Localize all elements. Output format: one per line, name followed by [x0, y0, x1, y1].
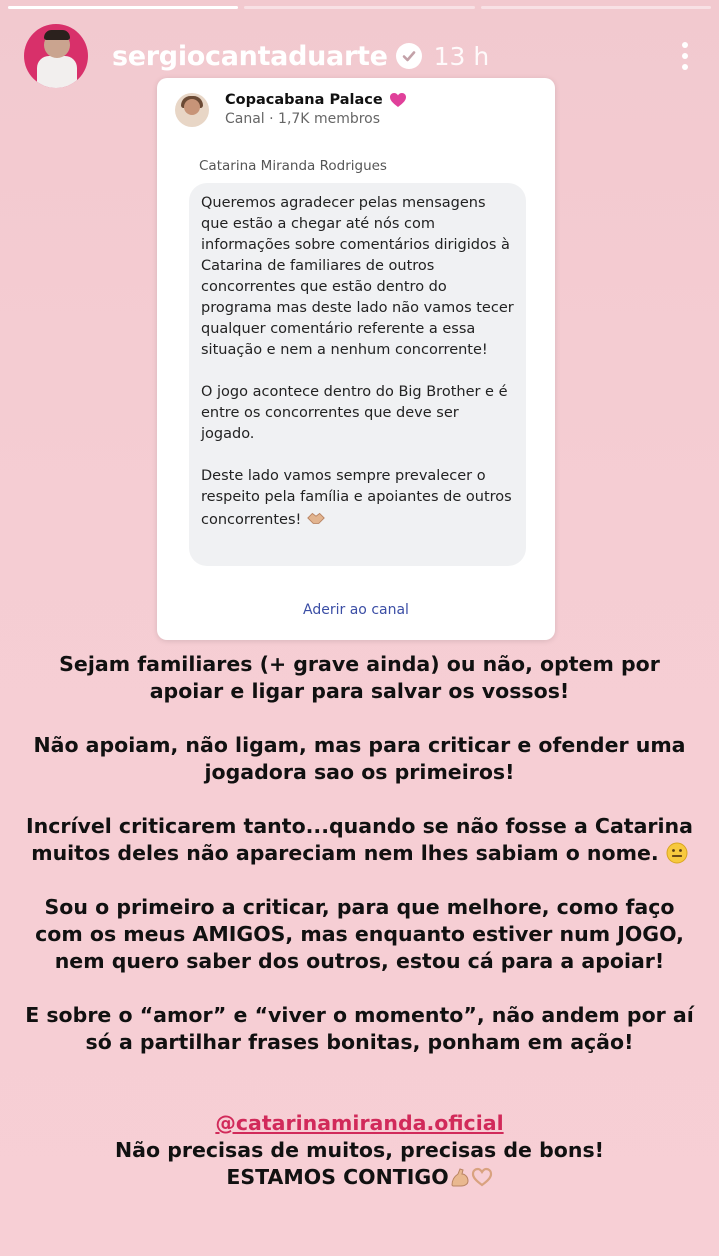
mention-link[interactable]: @catarinamiranda.oficial: [215, 1111, 504, 1135]
more-vertical-icon[interactable]: [675, 42, 695, 70]
caption-paragraph: Sejam familiares (+ grave ainda) ou não, optem por apoiar e ligar para salvar os vossos!: [59, 652, 660, 703]
heart-hands-icon: [471, 1166, 493, 1188]
message-paragraph: O jogo acontece dentro do Big Brother e é entre os concorrentes que deve ser jogado.: [201, 384, 508, 442]
avatar[interactable]: [24, 24, 88, 88]
progress-fill: [8, 6, 238, 9]
handshake-icon: [306, 508, 326, 528]
pink-heart-icon: [389, 92, 407, 108]
message-bubble: [189, 183, 526, 566]
join-channel-button[interactable]: Aderir ao canal: [303, 602, 409, 618]
story-caption: [20, 651, 699, 1191]
caption-paragraph: Não apoiam, não ligam, mas para criticar e ofender uma jogadora sao os primeiros!: [33, 733, 686, 784]
caption-paragraph: Incrível criticarem tanto...quando se não fosse a Catarina muitos deles não apareciam nem lhes sabiam o nome.: [25, 814, 693, 865]
post-time: 13 h: [433, 41, 490, 71]
channel-name: Copacabana Palace: [225, 92, 383, 108]
verified-badge-icon: [396, 43, 422, 69]
username[interactable]: sergiocantaduarte: [112, 40, 388, 72]
progress-segment: [8, 6, 238, 9]
caption-paragraph: E sobre o “amor” e “viver o momento”, não andem por aí só a partilhar frases bonitas, ponham em ação!: [25, 1003, 694, 1054]
channel-avatar: [175, 93, 209, 127]
message-paragraph: Deste lado vamos sempre prevalecer o respeito pela família e apoiantes de outros concorrentes!: [201, 468, 512, 528]
progress-segment: [244, 6, 474, 9]
channel-header: [175, 92, 537, 127]
channel-subtitle: Canal · 1,7K membros: [225, 111, 381, 127]
progress-segment: [481, 6, 711, 9]
caption-paragraph: Sou o primeiro a criticar, para que melhore, como faço com os meus AMIGOS, mas enquanto estiver num JOGO, nem quero saber dos outros, estou cá para a apoiar!: [35, 895, 684, 973]
zipper-mouth-face-icon: [666, 842, 688, 864]
message-paragraph: Queremos agradecer pelas mensagens que estão a chegar até nós com informações sobre comentários dirigidos à Catarina de familiares de outros concorrentes que estão dentro do programa mas deste lado não vamos tecer qualquer comentário referente a essa situação e nem a nenhum concorrente!: [201, 195, 514, 358]
story-progress: [8, 6, 711, 9]
message-author: Catarina Miranda Rodrigues: [199, 158, 387, 174]
closing-line: ESTAMOS CONTIGO: [20, 1164, 699, 1191]
flexed-biceps-icon: [449, 1166, 471, 1188]
closing-line: Não precisas de muitos, precisas de bons!: [114, 1138, 605, 1162]
whatsapp-channel-card: [157, 78, 555, 640]
